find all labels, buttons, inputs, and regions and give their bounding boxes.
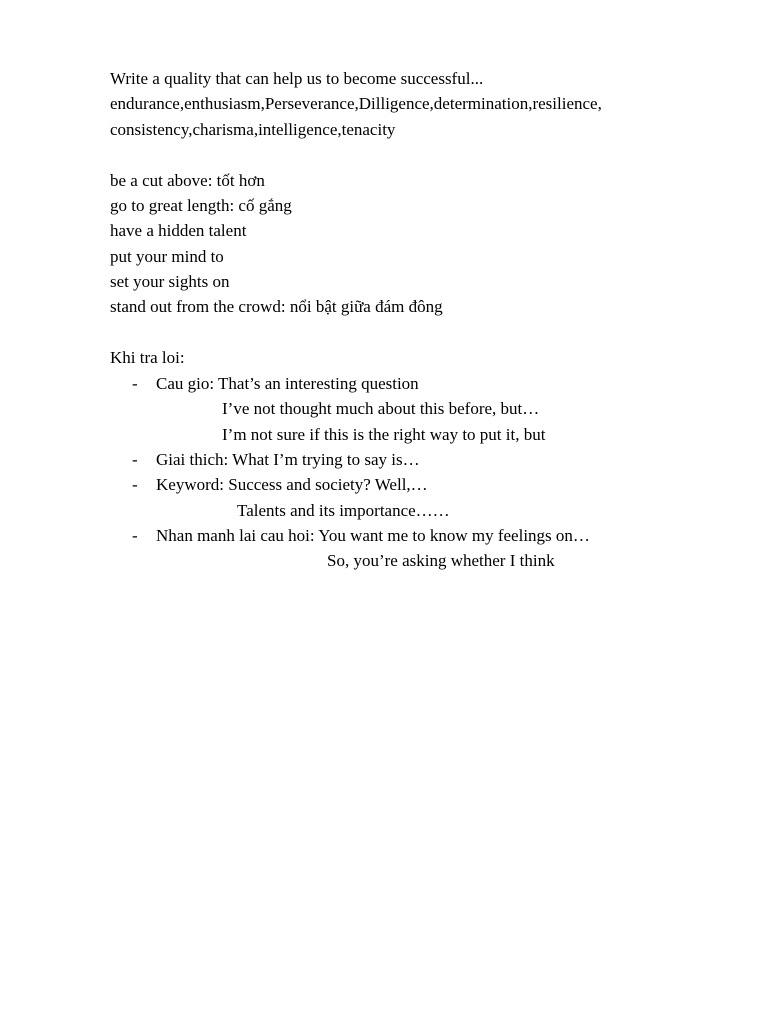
tip-item: Nhan manh lai cau hoi: You want me to know my feelings on… [156, 526, 590, 545]
tip-continuation: I’m not sure if this is the right way to put it, but [222, 425, 546, 444]
bullet-dash: - [132, 475, 138, 494]
answer-tips-heading: Khi tra loi: [110, 348, 185, 367]
idiom-line: go to great length: cố gắng [110, 196, 292, 215]
tip-item: Giai thich: What I’m trying to say is… [156, 450, 420, 469]
qualities-list-line-2: consistency,charisma,intelligence,tenacity [110, 120, 396, 139]
idiom-line: stand out from the crowd: nổi bật giữa đám đông [110, 297, 443, 316]
idiom-line: put your mind to [110, 247, 224, 266]
bullet-dash: - [132, 450, 138, 469]
tip-item: Keyword: Success and society? Well,… [156, 475, 428, 494]
idiom-line: have a hidden talent [110, 221, 247, 240]
bullet-dash: - [132, 526, 138, 545]
tip-item: Cau gio: That’s an interesting question [156, 374, 419, 393]
qualities-list-line-1: endurance,enthusiasm,Perseverance,Dilligence,determination,resilience, [110, 94, 602, 113]
tip-continuation: I’ve not thought much about this before, but… [222, 399, 540, 418]
tip-continuation: So, you’re asking whether I think [327, 551, 555, 570]
quality-prompt: Write a quality that can help us to become successful... [110, 69, 484, 88]
idiom-line: set your sights on [110, 272, 230, 291]
idiom-line: be a cut above: tốt hơn [110, 171, 265, 190]
bullet-dash: - [132, 374, 138, 393]
tip-continuation: Talents and its importance…… [237, 501, 450, 520]
